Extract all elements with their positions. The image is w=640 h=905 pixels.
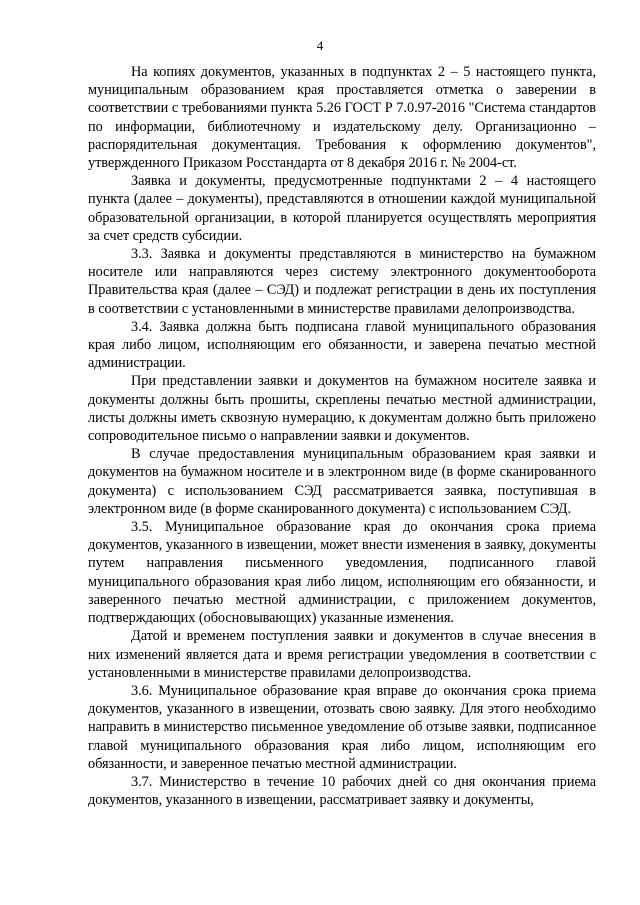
paragraph-changes-date: Датой и временем поступления заявки и документов в случае внесения в них изменений является дата и время регистрации уведомления в соответствии с установленными в министерстве правилами делопроизводства.: [88, 628, 596, 681]
paragraph-copies-certification: На копиях документов, указанных в подпунктах 2 – 5 настоящего пункта, муниципальным образованием края проставляется отметка о заверении в соответствии с требованиями пункта 5.26 ГОСТ Р 7.0.97-2016 "Система стандартов по информации, библиотечному и издательскому делу. Организационно – распорядительная документация. Требования к оформлению документов", утвержденного Приказом Росстандарта от 8 декабря 2016 г. № 2004-ст.: [88, 64, 596, 172]
document-body: [88, 63, 596, 809]
paragraph-3-6: 3.6. Муниципальное образование края вправе до окончания срока приема документов, указанного в извещении, отозвать свою заявку. Для этого необходимо направить в министерство письменное уведомление об отзыве заявки, подписанное главой муниципального образования края либо лицом, исполняющим его обязанности, и заверенное печатью местной администрации.: [88, 682, 596, 772]
paragraph-3-5: 3.5. Муниципальное образование края до окончания срока приема документов, указанного в извещении, может внести изменения в заявку, документы путем направления письменного уведомления, подписанного главой муниципального образования края либо лицом, исполняющим его обязанности, и заверенного печатью местной администрации, с приложением документов, подтверждающих (обосновывающих) указанные изменения.: [88, 519, 596, 627]
paragraph-3-3: 3.3. Заявка и документы представляются в министерство на бумажном носителе или направляются через систему электронного документооборота Правительства края (далее – СЭД) и подлежат регистрации в день их поступления в соответствии с установленными в министерстве правилами делопроизводства.: [88, 246, 596, 317]
paragraph-paper-submission: При представлении заявки и документов на бумажном носителе заявка и документы должны быть прошиты, скреплены печатью местной администрации, листы должны иметь сквозную нумерацию, к документам должно быть приложено сопроводительное письмо о направлении заявки и документов.: [88, 373, 596, 445]
paragraph-3-4: 3.4. Заявка должна быть подписана главой муниципального образования края либо лицом, исполняющим его обязанности, и заверена печатью местной администрации.: [88, 318, 596, 372]
page-number: 4: [316, 38, 324, 53]
paragraph-3-7: 3.7. Министерство в течение 10 рабочих дней со дня окончания приема документов, указанного в извещении, рассматривает заявку и документы,: [88, 773, 596, 809]
paragraph-electronic-submission: В случае предоставления муниципальным образованием края заявки и документов на бумажном носителе и в электронном виде (в форме сканированного документа) с использованием СЭД рассматривается заявка, поступившая в электронном виде (в форме сканированного документа) с использованием СЭД.: [88, 446, 596, 517]
paragraph-application-documents: Заявка и документы, предусмотренные подпунктами 2 – 4 настоящего пункта (далее – документы), представляются в отношении каждой муниципальной образовательной организации, в которой планируется осуществлять мероприятия за счет средств субсидии.: [88, 173, 596, 244]
